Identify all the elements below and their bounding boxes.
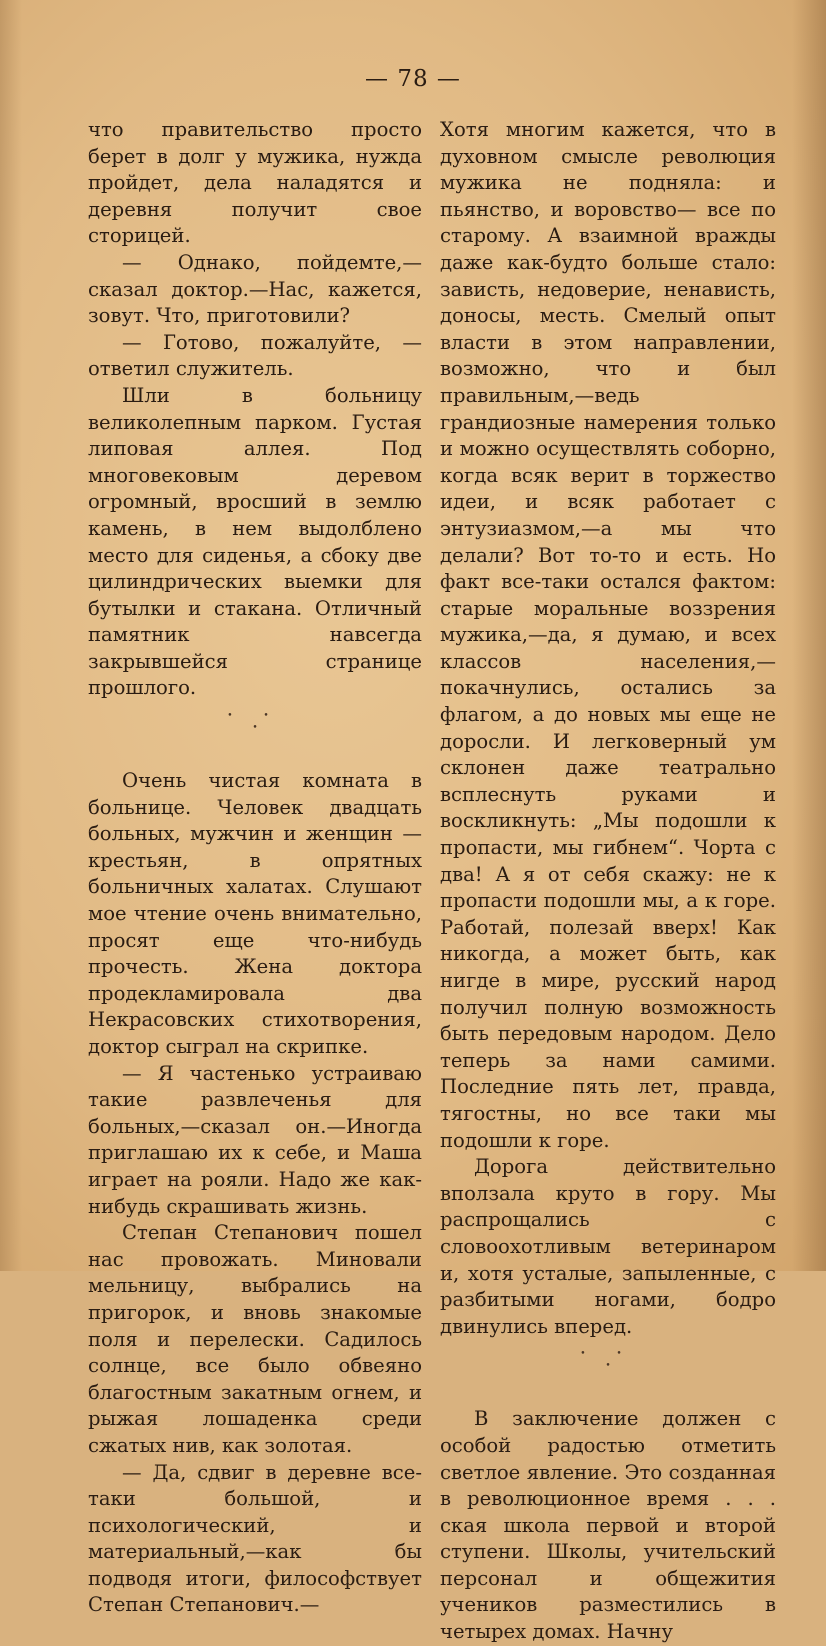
left-column xyxy=(88,117,422,1619)
paragraph: Хотя многим кажется, что в духовном смысле революция мужика не подняла: и пьянство, и воровство— все по старому. А взаимной вражды даже как-будто больше стало: зависть, недоверие, ненависть, доносы, месть. Смелый опыт власти в этом направлении, возможно, что и был правильным,—ведь грандиозные намерения только и можно осуществлять соборно, когда всяк верит в торжество идеи, и всяк работает с энтузиазмом,—а мы что делали? Вот то-то и есть. Но факт все-таки остался фактом: старые моральные воззрения мужика,—да, я думаю, и всех классов населения,—покачнулись, остались за флагом, а до новых мы еще не доросли. И легковерный ум склонен даже театрально всплеснуть руками и воскликнуть: „Мы подошли к пропасти, мы гибнем“. Чорта с два! А я от себя скажу: не к пропасти подошли мы, а к горе. Работай, полезай вверх! Как никогда, а может быть, как нигде в мире, русский народ получил полную возможность быть передовым народом. Дело теперь за нами самими. Последние пять лет, правда, тягостны, но все таки мы подошли к горе. xyxy=(440,118,776,1152)
paragraph: Шли в больницу великолепным парком. Густая липовая аллея. Под многовековым деревом огромный, вросший в землю камень, в нем выдолблено место для сиденья, а сбоку две цилиндрических выемки для бутылки и стакана. Отличный памятник навсегда закрывшейся странице прошлого. xyxy=(88,383,422,700)
right-column xyxy=(440,117,776,1646)
paragraph: — Готово, пожалуйте, — ответил служитель. xyxy=(88,330,422,381)
paragraph: Дорога действительно вползала круто в гору. Мы распрощались с словоохотливым ветеринаром и, хотя усталые, запыленные, с разбитыми ногами, бодро двинулись вперед. xyxy=(440,1155,776,1338)
paragraph: В заключение должен с особой радостью отметить светлое явление. Это созданная в революционное время . . . ская школа первой и второй ступени. Школы, учительский персонал и общежития учеников разместились в четырех домах. Начну xyxy=(440,1407,776,1644)
separator-spacer xyxy=(440,1388,776,1406)
paragraph: что правительство просто берет в долг у мужика, нужда пройдет, дела наладятся и деревня получит свое сторицей. xyxy=(88,118,422,248)
section-separator: • • • xyxy=(227,711,283,734)
paragraph: — Однако, пойдемте,—сказал доктор.—Нас, кажется, зовут. Что, приготовили? xyxy=(88,250,422,328)
page-edge-shadow xyxy=(792,0,826,1271)
paragraph: — Да, сдвиг в деревне все-таки большой, и психологический, и материальный,—как бы подводя итоги, философствует Степан Степанович.— xyxy=(88,1460,422,1617)
section-separator: • • • xyxy=(580,1349,636,1372)
paragraph: Очень чистая комната в больнице. Человек двадцать больных, мужчин и женщин — крестьян, в опрятных больничных халатах. Слушают мое чтение очень внимательно, просят еще что-нибудь прочесть. Жена доктора продекламировала два Некрасовских стихотворения, доктор сыграл на скрипке. xyxy=(88,769,422,1058)
paragraph: Степан Степанович пошел нас провожать. Миновали мельницу, выбрались на пригорок, и вновь знакомые поля и перелески. Садилось солнце, все было обвеяно благостным закатным огнем, и рыжая лошаденка среди сжатых нив, как золотая. xyxy=(88,1221,422,1457)
page-number: — 78 — xyxy=(365,66,461,92)
page-gutter-shadow xyxy=(0,0,22,1271)
paragraph: — Я частенько устраиваю такие развлеченья для больных,—сказал он.—Иногда приглашаю их к себе, и Маша играет на рояли. Надо же как-нибудь скрашивать жизнь. xyxy=(88,1061,422,1218)
separator-spacer xyxy=(88,750,422,768)
